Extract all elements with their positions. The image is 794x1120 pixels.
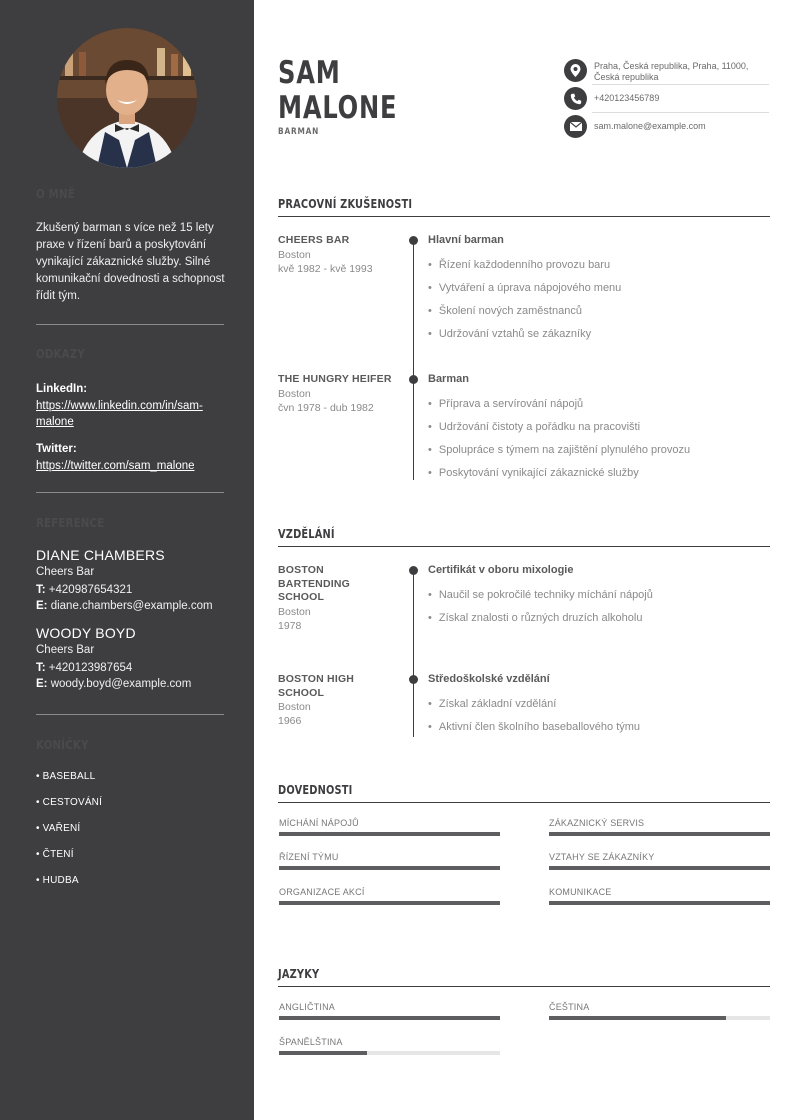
city: Boston (278, 387, 311, 400)
skill-bar (279, 866, 500, 870)
city: Boston (278, 605, 311, 618)
position-title: Barman (428, 373, 469, 385)
skill-bar-fill (279, 901, 500, 905)
education-heading: VZDĚLÁNÍ (278, 527, 335, 541)
employer: THE HUNGRY HEIFER (278, 373, 392, 385)
skill-label: MÍCHÁNÍ NÁPOJŮ (279, 818, 359, 828)
skill-bar-fill (279, 866, 500, 870)
bullet-item: • Poskytování vynikající zákaznické služby (428, 467, 639, 479)
education-entry-meta (278, 673, 403, 728)
dates: 1978 (278, 619, 302, 632)
timeline-dot (409, 236, 418, 245)
education-entry-meta (278, 564, 403, 633)
skill-item (549, 818, 770, 828)
phone-icon (564, 87, 587, 110)
skill-item (279, 887, 500, 897)
skills-heading: DOVEDNOSTI (278, 783, 353, 797)
timeline-dot (409, 675, 418, 684)
location-pin-icon (564, 59, 587, 82)
hobby-item: • CESTOVÁNÍ (36, 797, 103, 808)
email-label: E: (36, 678, 48, 690)
language-bar (279, 1016, 500, 1020)
sidebar-divider (36, 324, 224, 325)
dates: čvn 1978 - dub 1982 (278, 401, 374, 414)
bullet-item: • Řízení každodenního provozu baru (428, 259, 610, 271)
city: Boston (278, 248, 311, 261)
person-name (278, 56, 397, 126)
school-name-line: BARTENDING (278, 577, 350, 590)
contact-email (564, 115, 769, 138)
skill-item (279, 852, 500, 862)
skill-bar (279, 901, 500, 905)
section-rule (278, 546, 770, 547)
school-name-line: SCHOOL (278, 686, 325, 699)
skill-bar-fill (279, 832, 500, 836)
hobby-item: • ČTENÍ (36, 849, 74, 860)
contact-phone (564, 87, 769, 110)
reference-name: DIANE CHAMBERS (36, 547, 165, 563)
name-last: MALONE (278, 90, 398, 126)
skill-label: ZÁKAZNICKÝ SERVIS (549, 818, 645, 828)
hobby-item: • HUDBA (36, 875, 79, 886)
reference-email: diane.chambers@example.com (50, 600, 213, 612)
contact-address (564, 59, 769, 83)
languages-heading: JAZYKY (278, 967, 320, 981)
skill-bar-fill (549, 901, 770, 905)
school-name-line: BOSTON HIGH (278, 673, 355, 685)
bullet-item: • Získal znalosti o různých druzích alkoholu (428, 612, 642, 624)
reference-item (36, 547, 226, 614)
language-bar (549, 1016, 770, 1020)
timeline-line (413, 570, 414, 737)
link-linkedin (36, 381, 226, 430)
language-item (549, 1002, 770, 1012)
profile-photo (57, 28, 197, 168)
phone-label: T: (36, 584, 46, 596)
skill-label: ŘÍZENÍ TÝMU (279, 852, 339, 862)
reference-phone: +420123987654 (48, 662, 133, 674)
experience-entry-meta (278, 234, 403, 276)
experience-entry-meta (278, 373, 403, 415)
hobby-item: • VAŘENÍ (36, 823, 81, 834)
skill-label: KOMUNIKACE (549, 887, 612, 897)
degree-title: Certifikát v oboru mixologie (428, 564, 574, 576)
employer: CHEERS BAR (278, 234, 350, 246)
skill-item (279, 818, 500, 828)
skill-label: VZTAHY SE ZÁKAZNÍKY (549, 852, 655, 862)
envelope-icon (564, 115, 587, 138)
hobbies-heading: KONÍČKY (36, 737, 89, 752)
city: Boston (278, 701, 311, 713)
skill-bar (549, 866, 770, 870)
section-rule (278, 986, 770, 987)
bullet-item: • Aktivní člen školního baseballového týmu (428, 721, 640, 733)
bullet-item: • Udržování vztahů se zákazníky (428, 328, 591, 340)
skill-item (549, 887, 770, 897)
about-text: Zkušený barman s více než 15 lety praxe v řízení barů a poskytování vynikající zákaznické služby. Silné komunikační dovednosti a schopnost řídit tým. (36, 222, 225, 302)
reference-company: Cheers Bar (36, 644, 95, 656)
about-heading: O MNĚ (36, 186, 75, 201)
reference-name: WOODY BOYD (36, 625, 136, 641)
timeline-line (413, 240, 414, 480)
skill-label: ORGANIZACE AKCÍ (279, 887, 365, 897)
skill-bar (549, 901, 770, 905)
school-name-line: BOSTON (278, 564, 324, 576)
skill-bar (549, 832, 770, 836)
dates: 1966 (278, 715, 302, 727)
reference-company: Cheers Bar (36, 566, 95, 578)
reference-phone: +420987654321 (48, 584, 133, 596)
language-item (279, 1002, 500, 1012)
phone-label: T: (36, 662, 46, 674)
job-title: BARMAN (278, 127, 320, 137)
reference-email: woody.boyd@example.com (50, 678, 192, 690)
hobby-item: • BASEBALL (36, 771, 96, 782)
contact-divider (592, 84, 769, 85)
degree-title: Středoškolské vzdělání (428, 673, 550, 685)
bullet-item: • Udržování čistoty a pořádku na pracovišti (428, 421, 640, 433)
school-name-line: SCHOOL (278, 591, 325, 603)
sidebar-divider (36, 714, 224, 715)
skill-bar-fill (549, 866, 770, 870)
experience-heading: PRACOVNÍ ZKUŠENOSTI (278, 197, 413, 211)
section-rule (278, 216, 770, 217)
language-bar (279, 1051, 500, 1055)
section-rule (278, 802, 770, 803)
timeline-dot (409, 566, 418, 575)
reference-item (36, 625, 226, 692)
language-bar-fill (279, 1051, 367, 1055)
linkedin-url[interactable]: https://www.linkedin.com/in/sam-malone (36, 400, 203, 428)
bullet-item: • Získal základní vzdělání (428, 698, 556, 710)
language-label: ANGLIČTINA (279, 1002, 336, 1012)
twitter-url[interactable]: https://twitter.com/sam_malone (36, 460, 195, 472)
references-heading: REFERENCE (36, 515, 105, 530)
link-label: Twitter: (36, 443, 77, 455)
bullet-item: • Naučil se pokročilé techniky míchání nápojů (428, 589, 653, 601)
language-label: ČEŠTINA (549, 1002, 590, 1012)
bullet-item: • Spolupráce s týmem na zajištění plynulého provozu (428, 444, 690, 456)
email-label: E: (36, 600, 48, 612)
position-title: Hlavní barman (428, 234, 504, 246)
link-twitter (36, 441, 226, 474)
language-bar-fill (549, 1016, 726, 1020)
timeline-dot (409, 375, 418, 384)
address-text: Praha, Česká republika, Praha, 11000, Česká republika (594, 61, 749, 82)
contact-divider (592, 112, 769, 113)
email-text: sam.malone@example.com (594, 121, 706, 131)
language-label: ŠPANĚLŠTINA (279, 1037, 343, 1047)
sidebar-divider (36, 492, 224, 493)
link-label: LinkedIn: (36, 383, 88, 395)
phone-text: +420123456789 (594, 93, 660, 103)
name-first: SAM (278, 55, 341, 91)
skill-bar (279, 832, 500, 836)
bullet-item: • Příprava a servírování nápojů (428, 398, 583, 410)
bullet-item: • Školení nových zaměstnanců (428, 305, 582, 317)
avatar-illustration (57, 28, 197, 168)
bullet-item: • Vytváření a úprava nápojového menu (428, 282, 621, 294)
skill-item (549, 852, 770, 862)
links-heading: ODKAZY (36, 346, 85, 361)
language-item (279, 1037, 500, 1047)
dates: kvě 1982 - kvě 1993 (278, 262, 373, 275)
language-bar-fill (279, 1016, 500, 1020)
skill-bar-fill (549, 832, 770, 836)
